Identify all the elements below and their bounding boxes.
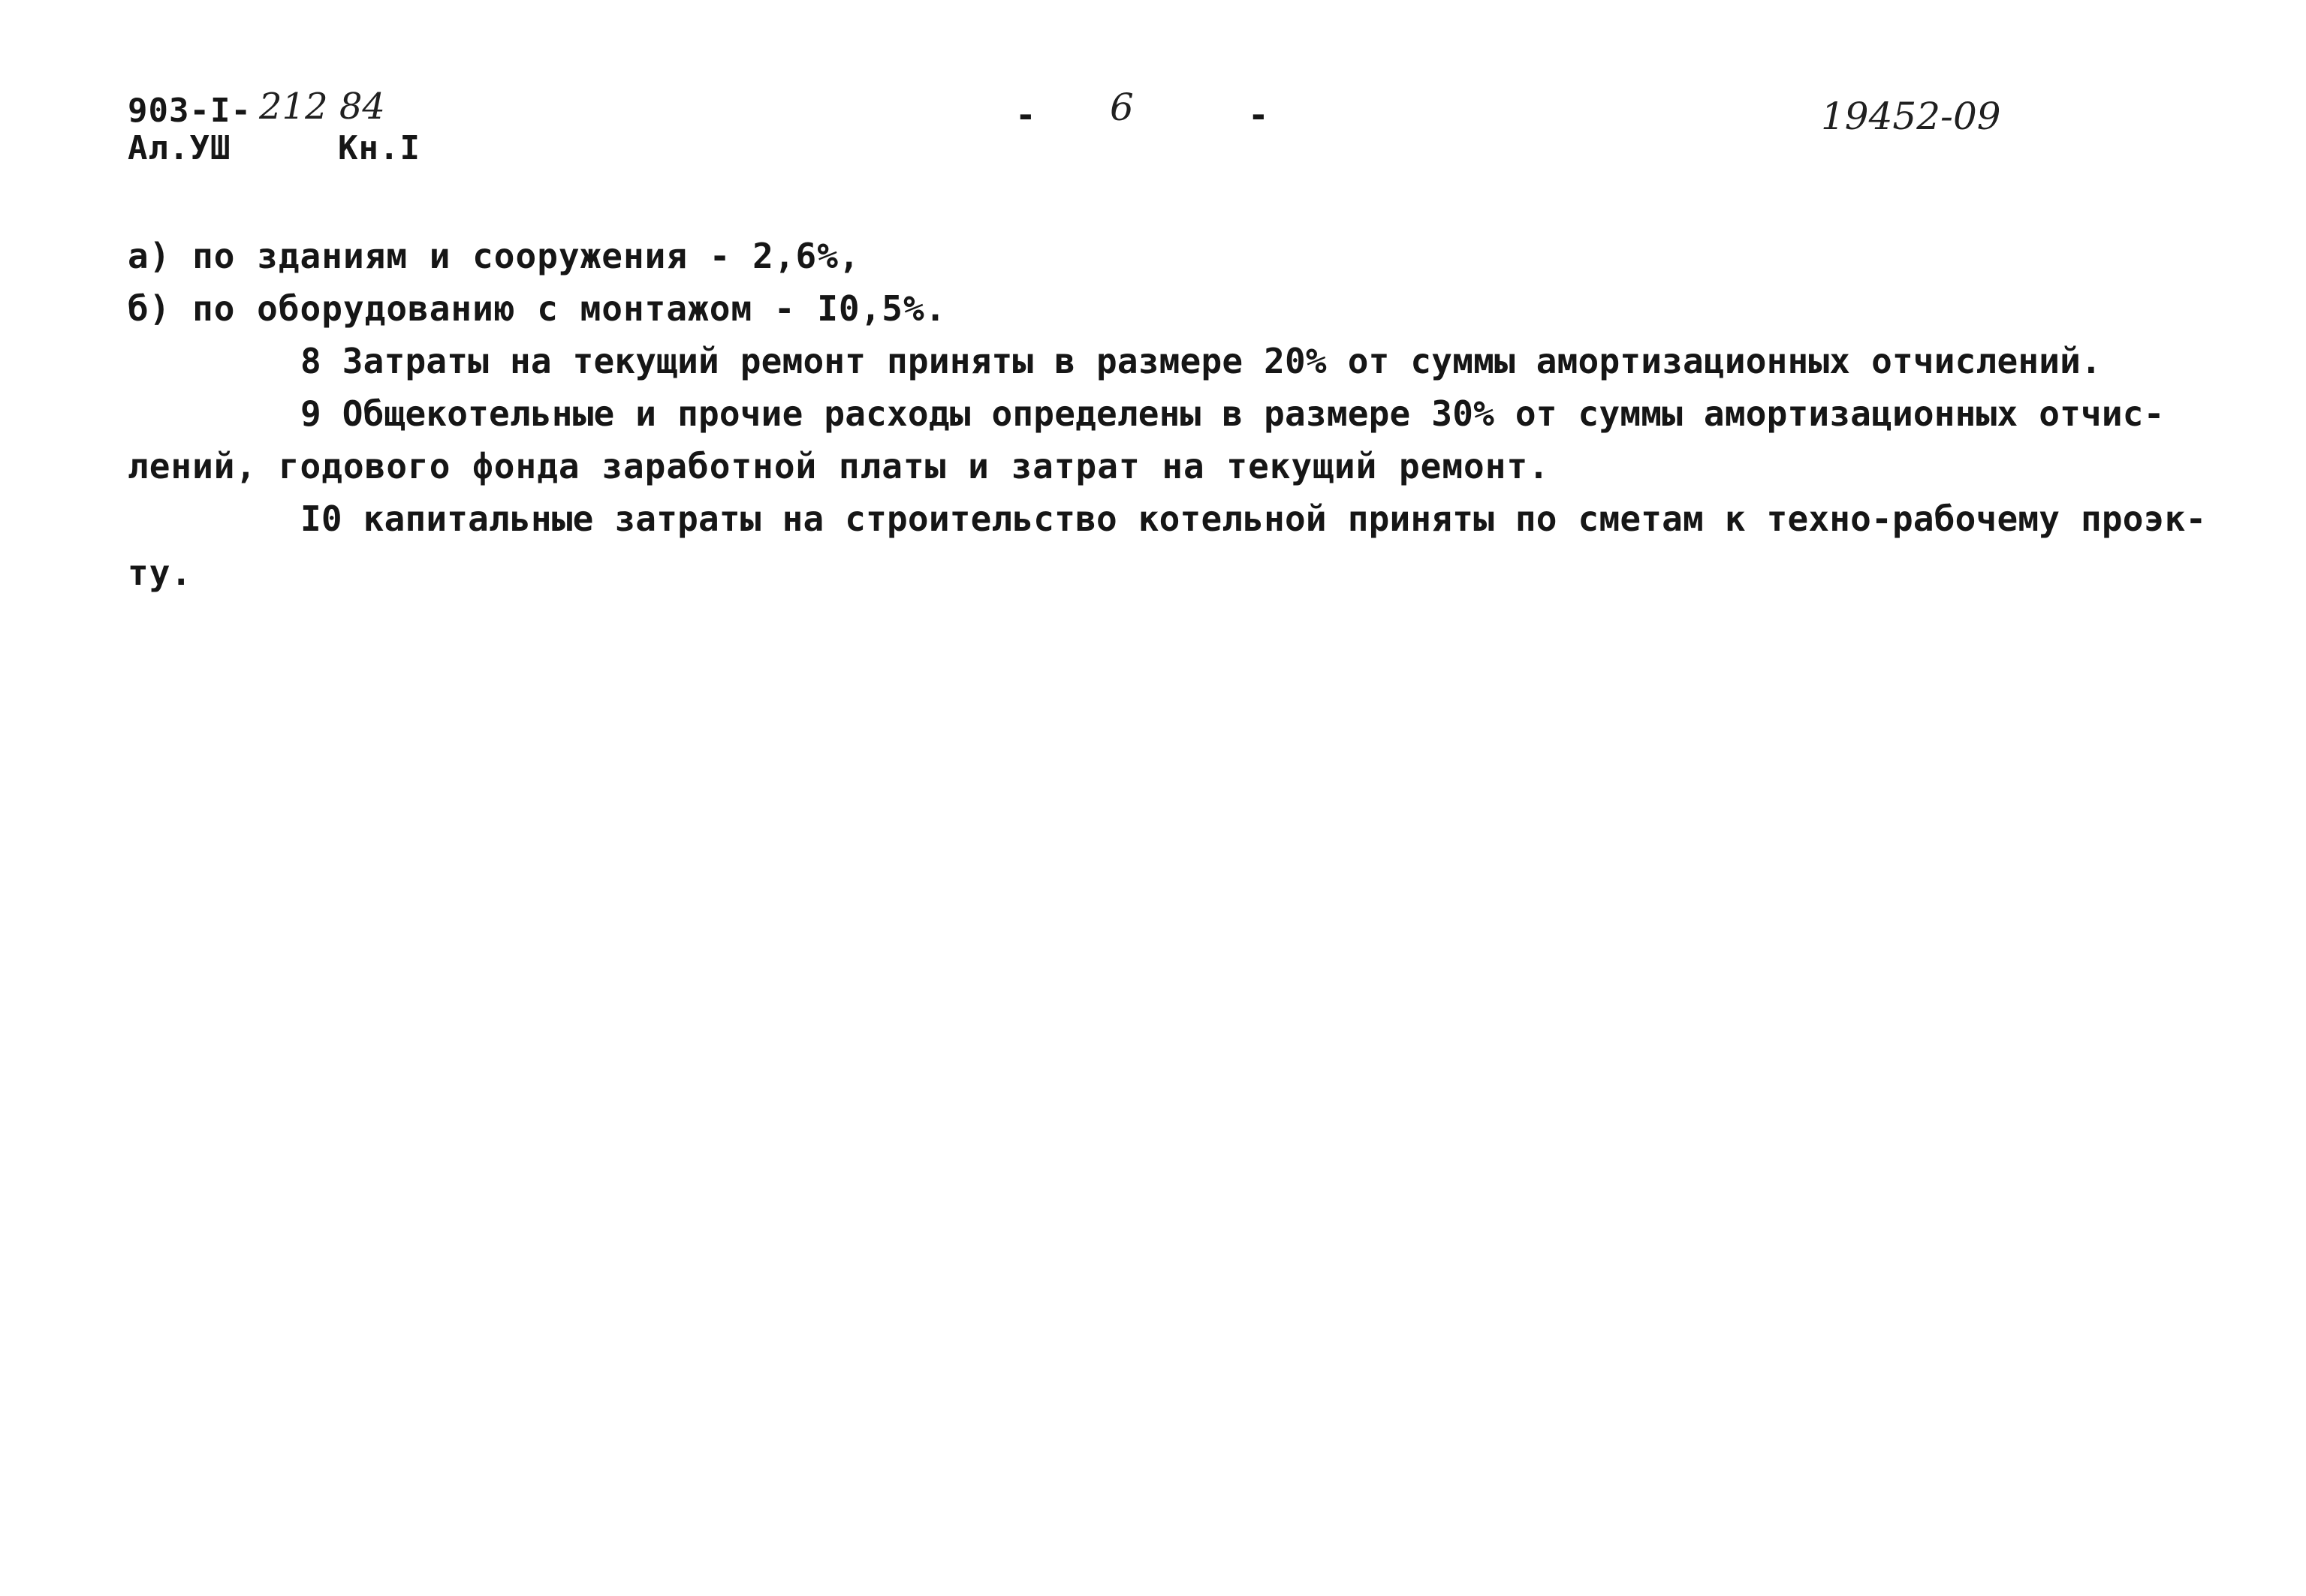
page-number-dash-left: - [1015, 95, 1036, 135]
paragraph-9-line-1: 9 Общекотельные и прочие расходы определены в размере 30% от суммы амортизационных отчис- [300, 393, 2165, 434]
doc-code-handwritten: 212 84 [259, 86, 385, 128]
page-number: 6 [1110, 86, 1134, 129]
inventory-number: 19452-09 [1821, 95, 2001, 138]
paragraph-8: 8 Затраты на текущий ремонт приняты в размере 20% от суммы амортизационных отчислений. [300, 341, 2102, 381]
text-line-b: б) по оборудованию с монтажом - I0,5%. [128, 288, 947, 329]
paragraph-9-line-2: лений, годового фонда заработной платы и затрат на текущий ремонт. [128, 446, 1550, 486]
book-label: Кн.I [338, 129, 421, 167]
paragraph-10-line-2: ту. [128, 553, 193, 593]
album-label: Ал.УШ [128, 129, 231, 167]
doc-code-typed: 903-I- [128, 92, 252, 130]
text-line-a: а) по зданиям и сооружения - 2,6%, [128, 236, 861, 276]
paragraph-10-line-1: I0 капитальные затраты на строительство котельной приняты по сметам к техно-рабочему проэк- [300, 498, 2207, 539]
page-number-dash-right: - [1248, 95, 1269, 135]
